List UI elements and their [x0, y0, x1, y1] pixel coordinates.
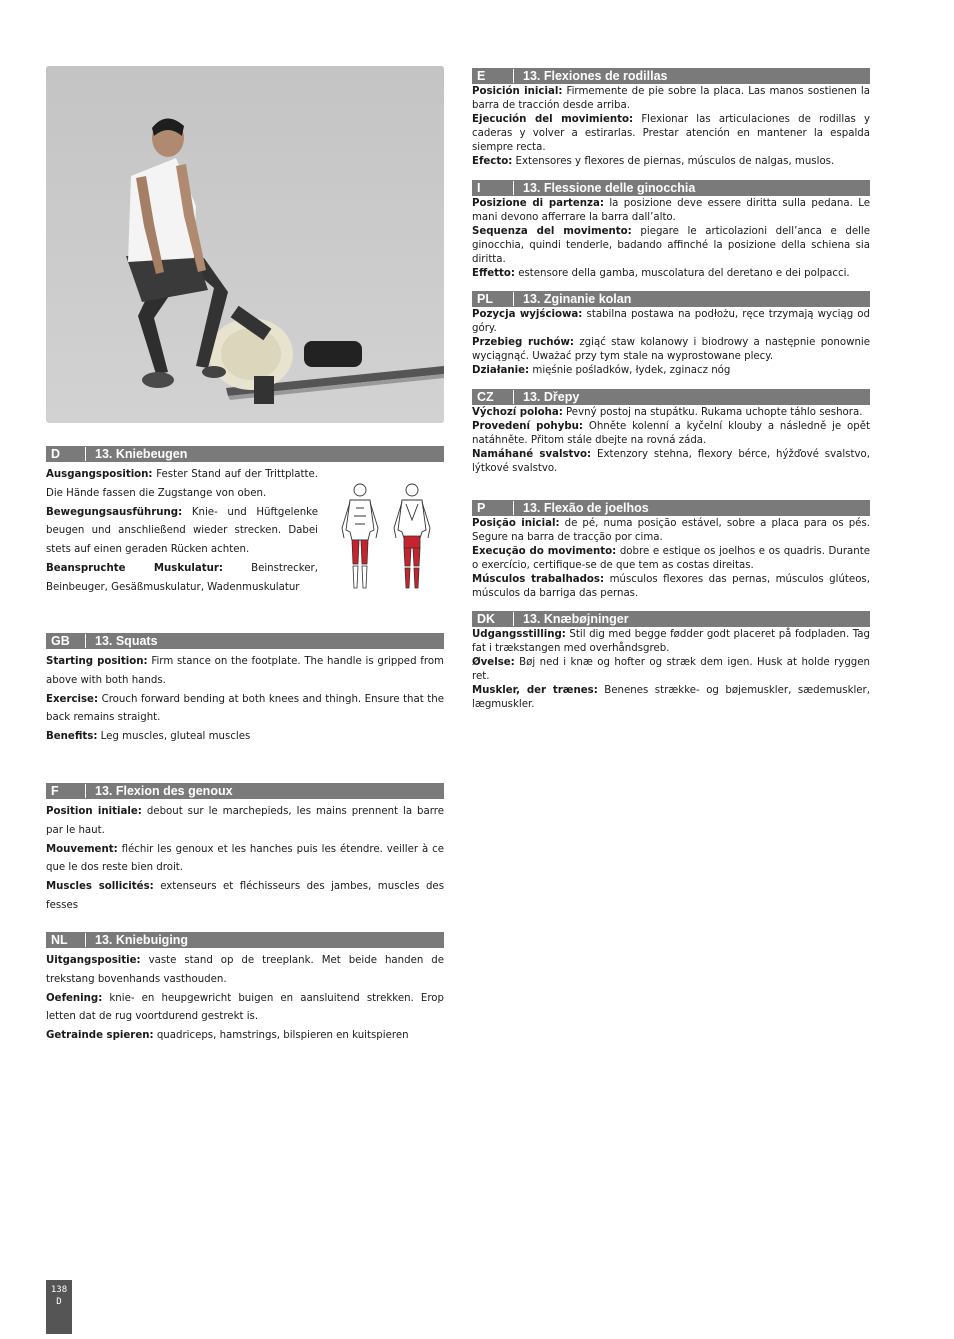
instruction-label: Provedení pohybu: [472, 421, 583, 432]
section-title: 13. Flexiones de rodillas [523, 69, 668, 83]
instruction-label: Posição inicial: [472, 518, 560, 529]
instruction-line [472, 225, 870, 267]
instruction-label: Oefening: [46, 992, 103, 1004]
instruction-line [472, 573, 870, 601]
instruction-line [472, 336, 870, 364]
instruction-line [472, 420, 870, 448]
language-code: D [46, 447, 86, 461]
instruction-label: Działanie: [472, 365, 530, 376]
instruction-text: fléchir les genoux et les hanches puis les étendre. veiller à ce que le dos reste bien droit. [46, 843, 444, 874]
instruction-line [46, 803, 444, 841]
section-title: 13. Dřepy [523, 390, 580, 404]
page-language: D [56, 1297, 62, 1307]
page-number-tab [46, 1280, 72, 1334]
instruction-label: Beanspruchte Muskulatur: [46, 562, 223, 574]
section-body [46, 653, 444, 747]
instruction-line [472, 197, 870, 225]
language-code: I [472, 181, 514, 195]
section-title: 13. Kniebeugen [95, 447, 188, 461]
instruction-label: Benefits: [46, 731, 98, 743]
section-title: 13. Knæbøjninger [523, 612, 629, 626]
instruction-line [46, 841, 444, 879]
section-header [46, 446, 444, 462]
language-code: DK [472, 612, 514, 626]
instruction-label: Bewegungsausführung: [46, 506, 183, 518]
instruction-label: Pozycja wyjściowa: [472, 309, 583, 320]
instruction-text: stabilna postawa na podłożu, ręce trzymają wyciąg od góry. [472, 309, 870, 334]
instruction-text: Crouch forward bending at both knees and thingh. Ensure that the back remains straight. [46, 693, 444, 724]
instruction-line [472, 517, 870, 545]
instruction-line [472, 656, 870, 684]
section-header [472, 611, 870, 627]
instruction-label: Position initiale: [46, 806, 142, 817]
instruction-line [46, 1027, 444, 1046]
front-figure [342, 484, 378, 540]
instruction-label: Ejecución del movimiento: [472, 114, 634, 125]
instruction-label: Execução do movimento: [472, 546, 617, 557]
instruction-text: knie- en heupgewricht buigen en aansluitend strekken. Erop letten dat de rug voortdurend gestrekt is. [46, 992, 444, 1023]
instruction-label: Exercise: [46, 693, 99, 705]
section-body [472, 406, 870, 476]
instruction-label: Øvelse: [472, 657, 515, 668]
language-code: GB [46, 634, 86, 648]
instruction-text: mięśnie pośladków, łydek, zginacz nóg [532, 365, 731, 376]
section-dk [472, 611, 870, 712]
exercise-photo [46, 66, 444, 423]
section-header [472, 180, 870, 196]
instruction-label: Posición inicial: [472, 86, 563, 97]
section-pl [472, 291, 870, 378]
instruction-label: Getrainde spieren: [46, 1030, 154, 1042]
instruction-line [472, 448, 870, 476]
section-header [472, 291, 870, 307]
section-body [472, 197, 870, 281]
instruction-text: Extenzory stehna, flexory bérce, hýžďové svalstvo, lýtkové svalstvo. [472, 449, 870, 474]
section-body [472, 517, 870, 601]
instruction-text: Pevný postoj na stupátku. Rukama uchopte táhlo seshora. [566, 407, 863, 418]
section-body [472, 628, 870, 712]
section-title: 13. Squats [95, 634, 158, 648]
instruction-label: Przebieg ruchów: [472, 337, 574, 348]
instruction-text: Stil dig med begge fødder godt placeret på fodpladen. Tag fat i trækstangen med overhåndsgreb. [472, 629, 870, 654]
instruction-text: debout sur le marchepieds, les mains prennent la barre par le haut. [46, 806, 444, 836]
section-nl [46, 932, 444, 1046]
instruction-line [46, 728, 444, 747]
instruction-line [46, 653, 444, 691]
instruction-text: dobre e estique os joelhos e os quadris. Durante o exercício, certifique-se de que tem as costas direitas. [472, 546, 871, 571]
instruction-text: Ohněte kolenní a kyčelní klouby a následně je opět natáhněte. Přitom stále dbejte na rovná záda. [472, 421, 870, 446]
instruction-text: quadriceps, hamstrings, bilspieren en kuitspieren [156, 1030, 409, 1042]
section-i [472, 180, 870, 281]
instruction-line [472, 267, 870, 281]
instruction-line [472, 364, 870, 378]
instruction-label: Udgangsstilling: [472, 629, 566, 640]
instruction-text: Firm stance on the footplate. The handle is gripped from above with both hands. [46, 656, 444, 686]
instruction-text: de pé, numa posição estável, sobre a placa para os pés. Segure na barra de tracção por cima. [472, 518, 870, 543]
section-header [46, 633, 444, 649]
section-body [46, 803, 444, 916]
language-code: E [472, 69, 514, 83]
instruction-text: músculos flexores das pernas, músculos glúteos, músculos da barriga das pernas. [472, 574, 870, 599]
section-f [46, 783, 444, 916]
instruction-text: Benenes strække- og bøjemuskler, sædemuskler, lægmuskler. [472, 685, 870, 710]
instruction-text: Knie- und Hüftgelenke beugen und anschließend wieder strecken. Dabei stets auf einen geraden Rücken achten. [46, 506, 318, 556]
instruction-text: la posizione deve essere diritta sulla pedana. Le mani devono afferrare la barra dall’alto. [472, 198, 870, 223]
instruction-label: Namáhané svalstvo: [472, 449, 592, 460]
section-title: 13. Zginanie kolan [523, 292, 632, 306]
section-header [472, 389, 870, 405]
instruction-label: Mouvement: [46, 843, 118, 855]
instruction-line [472, 406, 870, 420]
instruction-line [46, 878, 444, 916]
instruction-line [472, 684, 870, 712]
instruction-text: Firmemente de pie sobre la placa. Las manos sostienen la barra de tracción desde arriba. [472, 86, 870, 111]
instruction-label: Effetto: [472, 268, 515, 279]
section-header [46, 783, 444, 799]
language-code: CZ [472, 390, 514, 404]
section-body [46, 466, 318, 598]
instruction-label: Výchozí poloha: [472, 407, 563, 418]
instruction-label: Ausgangsposition: [46, 469, 153, 480]
instruction-line [46, 466, 318, 504]
section-title: 13. Kniebuiging [95, 933, 189, 947]
instruction-text: Fester Stand auf der Trittplatte. Die Hände fassen die Zugstange von oben. [46, 469, 318, 499]
instruction-label: Muscles sollicités: [46, 881, 154, 893]
instruction-line [472, 155, 870, 169]
instruction-line [46, 691, 444, 729]
instruction-text: zgiąć staw kolanowy i biodrowy a następnie ponownie wyciągnąć. Uważać przy tym stale na wyprostowane plecy. [472, 337, 870, 362]
instruction-text: Beinstrecker, Beinbeuger, Gesäßmuskulatur, Wadenmuskulatur [46, 562, 318, 593]
instruction-line [472, 113, 870, 155]
instruction-label: Muskler, der trænes: [472, 685, 598, 696]
language-code: P [472, 501, 514, 515]
page-number: 138 [50, 1285, 68, 1295]
section-gb [46, 633, 444, 747]
instruction-line [46, 952, 444, 990]
section-cz [472, 389, 870, 476]
section-header [46, 932, 444, 948]
section-body [472, 85, 870, 169]
section-body [472, 308, 870, 378]
back-figure [394, 484, 430, 538]
instruction-label: Efecto: [472, 156, 513, 167]
instruction-text: piegare le articolazioni dell’anca e delle ginocchia, quindi tenderle, badando affinché la posizione della schiena sia diritta. [472, 226, 871, 265]
instruction-label: Sequenza del movimento: [472, 226, 632, 237]
language-code: F [46, 784, 86, 798]
section-p [472, 500, 870, 601]
instruction-text: Bøj ned i knæ og hofter og stræk dem igen. Husk at holde ryggen ret. [472, 657, 870, 682]
instruction-line [472, 628, 870, 656]
language-code: NL [46, 933, 86, 947]
section-title: 13. Flexion des genoux [95, 784, 233, 798]
instruction-line [46, 504, 318, 560]
section-title: 13. Flexão de joelhos [523, 501, 649, 515]
instruction-text: Extensores y flexores de piernas, músculos de nalgas, muslos. [515, 156, 835, 167]
instruction-text: Leg muscles, gluteal muscles [100, 731, 251, 743]
section-body [46, 952, 444, 1046]
section-header [472, 68, 870, 84]
section-title: 13. Flessione delle ginocchia [523, 181, 696, 195]
instruction-line [46, 990, 444, 1028]
instruction-text: Flexionar las articulaciones de rodillas y caderas y volver a estirarlas. Prestar atención en mantener la espalda siempre recta. [472, 114, 870, 153]
instruction-text: vaste stand op de treeplank. Met beide handen de trekstang bovenhands vasthouden. [46, 955, 444, 985]
instruction-line [472, 308, 870, 336]
instruction-label: Uitgangspositie: [46, 955, 141, 966]
instruction-label: Músculos trabalhados: [472, 574, 605, 585]
instruction-label: Posizione di partenza: [472, 198, 604, 209]
muscle-diagram [334, 480, 438, 596]
instruction-text: extenseurs et fléchisseurs des jambes, muscles des fesses [46, 881, 444, 911]
instruction-label: Starting position: [46, 656, 148, 667]
section-e [472, 68, 870, 169]
instruction-line [472, 545, 870, 573]
language-code: PL [472, 292, 514, 306]
instruction-line [46, 560, 318, 598]
section-header [472, 500, 870, 516]
instruction-line [472, 85, 870, 113]
instruction-text: estensore della gamba, muscolatura del deretano e dei polpacci. [518, 268, 850, 279]
